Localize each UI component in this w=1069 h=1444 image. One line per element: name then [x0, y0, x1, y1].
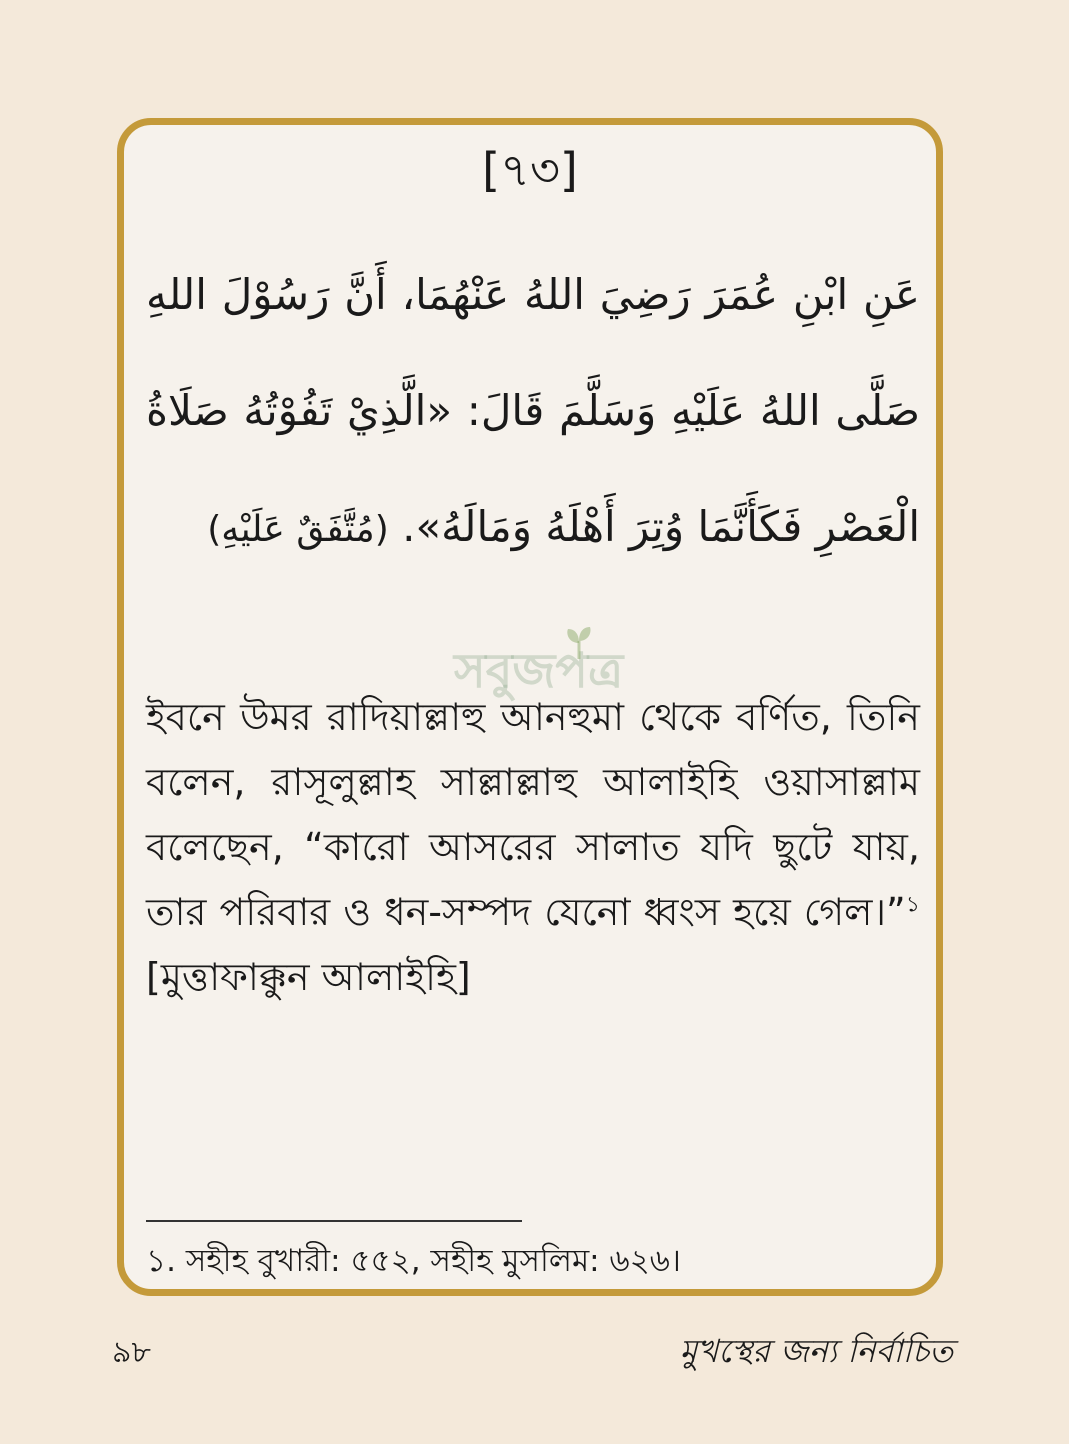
sprout-icon: [564, 625, 594, 659]
publisher-watermark: সবুজপত্র: [454, 643, 624, 699]
hadith-number: [৭৩]: [482, 143, 578, 197]
bangla-translation: [146, 685, 920, 1010]
footnote-divider: [146, 1220, 522, 1222]
bangla-reference: [মুত্তাফাক্কুন আলাইহি]: [146, 955, 471, 999]
footnote-marker[interactable]: ১: [905, 892, 920, 918]
book-title: মুখস্থের জন্য নির্বাচিত: [679, 1332, 953, 1370]
arabic-hadith-text: عَنِ ابْنِ عُمَرَ رَضِيَ اللهُ عَنْهُمَا، أَنَّ رَسُوْلَ اللهِ صَلَّى اللهُ عَلَيْهِ وَسَلَّمَ قَالَ: «الَّذِيْ تَفُوْتُهُ صَلَاةُ الْعَصْرِ فَكَأَنَّمَا وُتِرَ أَهْلَهُ وَمَالَهُ».: [146, 270, 920, 551]
footnote-text: ১. সহীহ বুখারী: ৫৫২, সহীহ মুসলিম: ৬২৬।: [146, 1243, 682, 1279]
arabic-text-block: [146, 237, 920, 588]
arabic-reference: (مُتَّفَقٌ عَلَيْهِ): [207, 509, 389, 550]
bangla-hadith-text: ইবনে উমর রাদিয়াল্লাহু আনহুমা থেকে বর্ণিত, তিনি বলেন, রাসূলুল্লাহ সাল্লাল্লাহু আলাইহি ওয়াসাল্লাম বলেছেন, “কারো আসরের সালাত যদি ছুটে যায়, তার পরিবার ও ধন-সম্পদ যেনো ধ্বংস হয়ে গেল।”: [146, 695, 920, 934]
page-number: ৯৮: [112, 1335, 151, 1370]
hadith-card: [117, 118, 943, 1296]
